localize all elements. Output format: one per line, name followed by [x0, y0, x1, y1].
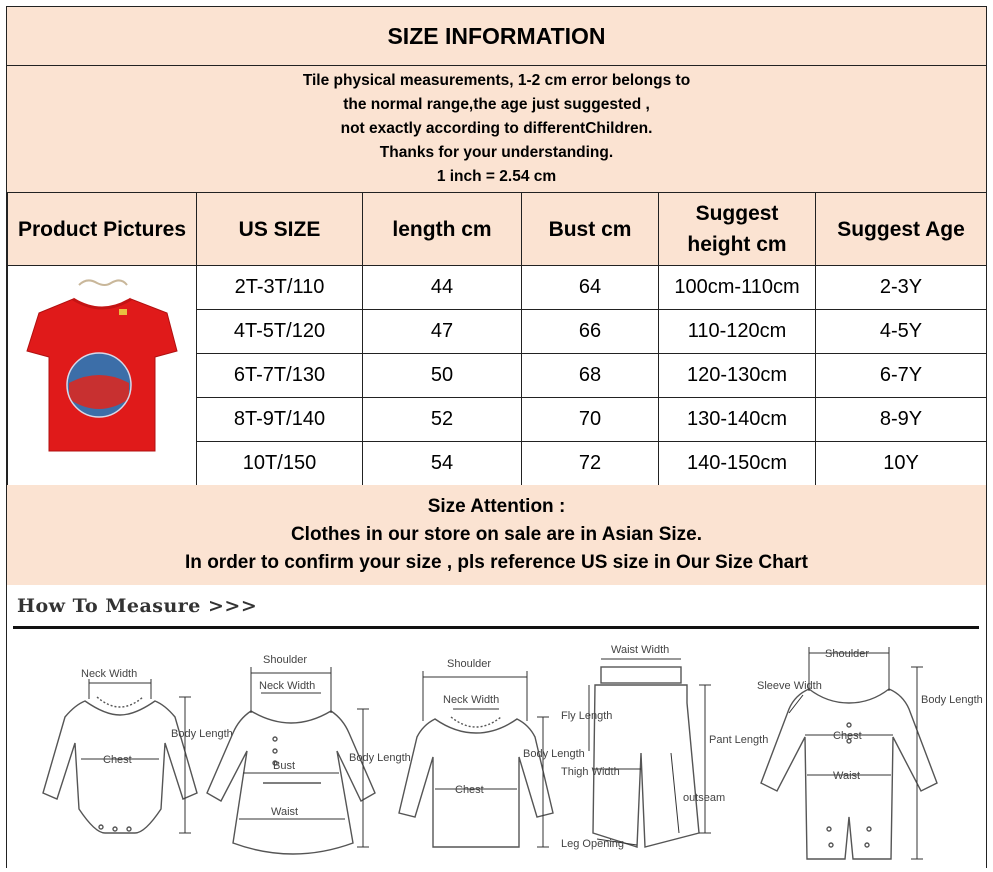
- col-header-product-pictures: Product Pictures: [8, 193, 197, 266]
- measurement-notes: [7, 66, 986, 193]
- dress-shoulder-label: Shoulder: [263, 654, 308, 666]
- col-header-us-size: US SIZE: [197, 193, 363, 266]
- cell-bust: 66: [522, 310, 659, 354]
- col-header-length: length cm: [363, 193, 522, 266]
- dress-body-label: Body Length: [349, 752, 411, 764]
- col-header-bust: Bust cm: [522, 193, 659, 266]
- cell-length: 54: [363, 442, 522, 486]
- pants-waist-label: Waist Width: [611, 644, 670, 656]
- table-row: [8, 266, 987, 310]
- attention-heading: Size Attention :: [427, 496, 566, 517]
- attention-line: Clothes in our store on sale are in Asian Size.: [290, 524, 703, 545]
- romper-chest-label: Chest: [103, 754, 132, 766]
- cell-age: 10Y: [816, 442, 987, 486]
- cell-length: 50: [363, 354, 522, 398]
- romper-diagram: [35, 633, 233, 865]
- jumpsuit-chest-label: Chest: [833, 730, 862, 742]
- col-header-suggest-height: [659, 193, 816, 266]
- jumpsuit-sleeve-label: Sleeve Width: [757, 680, 822, 692]
- pants-outseam-label: outseam: [683, 792, 726, 804]
- note-line: the normal range,the age just suggested ,: [343, 96, 650, 113]
- cell-age: 6-7Y: [816, 354, 987, 398]
- jumpsuit-body-label: Body Length: [921, 694, 983, 706]
- jumpsuit-waist-label: Waist: [833, 770, 861, 782]
- size-table: [7, 192, 987, 486]
- cell-age: 8-9Y: [816, 398, 987, 442]
- divider: [13, 626, 979, 629]
- romper-body-label: Body Length: [171, 728, 233, 740]
- cell-length: 47: [363, 310, 522, 354]
- cell-bust: 64: [522, 266, 659, 310]
- cell-age: 4-5Y: [816, 310, 987, 354]
- tee-body-label: Body Length: [523, 748, 585, 760]
- tee-diagram: [395, 633, 585, 865]
- how-to-measure: [7, 585, 986, 869]
- cell-us-size: 10T/150: [197, 442, 363, 486]
- tee-neck-label: Neck Width: [443, 694, 500, 706]
- pants-length-label: Pant Length: [709, 734, 769, 746]
- attention-line: In order to confirm your size , pls reference US size in Our Size Chart: [185, 552, 808, 573]
- pants-thigh-label: Thigh Width: [561, 766, 620, 778]
- tee-chest-label: Chest: [455, 784, 484, 796]
- size-attention: [7, 485, 986, 585]
- pants-fly-label: Fly Length: [561, 710, 613, 722]
- dress-bust-label: Bust: [273, 760, 296, 772]
- cell-us-size: 2T-3T/110: [197, 266, 363, 310]
- cell-us-size: 4T-5T/120: [197, 310, 363, 354]
- note-line: Thanks for your understanding.: [379, 144, 614, 161]
- cell-us-size: 8T-9T/140: [197, 398, 363, 442]
- dress-waist-label: Waist: [271, 806, 299, 818]
- tee-shoulder-label: Shoulder: [447, 658, 492, 670]
- table-header-row: [8, 193, 987, 266]
- col-header-suggest-age: Suggest Age: [816, 193, 987, 266]
- red-tshirt-image: [17, 273, 187, 473]
- col-header-suggest-height-label: Suggest height cm: [687, 202, 787, 256]
- cell-us-size: 6T-7T/130: [197, 354, 363, 398]
- cell-height: 130-140cm: [659, 398, 816, 442]
- pants-diagram: [559, 633, 769, 865]
- cell-height: 140-150cm: [659, 442, 816, 486]
- size-chart: [6, 6, 987, 868]
- product-picture: [8, 266, 197, 486]
- cell-length: 52: [363, 398, 522, 442]
- cell-length: 44: [363, 266, 522, 310]
- pants-leg-opening-label: Leg Opening: [561, 838, 624, 850]
- jumpsuit-shoulder-label: Shoulder: [825, 648, 870, 660]
- cell-height: 100cm-110cm: [659, 266, 816, 310]
- note-line: not exactly according to differentChildren.: [340, 120, 653, 137]
- how-to-measure-title: How To Measure >>>: [17, 595, 258, 617]
- note-line: Tile physical measurements, 1-2 cm error belongs to: [302, 72, 691, 89]
- dress-diagram: [203, 633, 411, 865]
- cell-bust: 72: [522, 442, 659, 486]
- cell-age: 2-3Y: [816, 266, 987, 310]
- cell-height: 110-120cm: [659, 310, 816, 354]
- romper-neck-label: Neck Width: [81, 668, 138, 680]
- jumpsuit-diagram: [749, 633, 983, 865]
- note-line: 1 inch = 2.54 cm: [436, 168, 557, 185]
- dress-neck-label: Neck Width: [259, 680, 316, 692]
- page-title: SIZE INFORMATION: [7, 7, 986, 66]
- cell-bust: 70: [522, 398, 659, 442]
- cell-height: 120-130cm: [659, 354, 816, 398]
- cell-bust: 68: [522, 354, 659, 398]
